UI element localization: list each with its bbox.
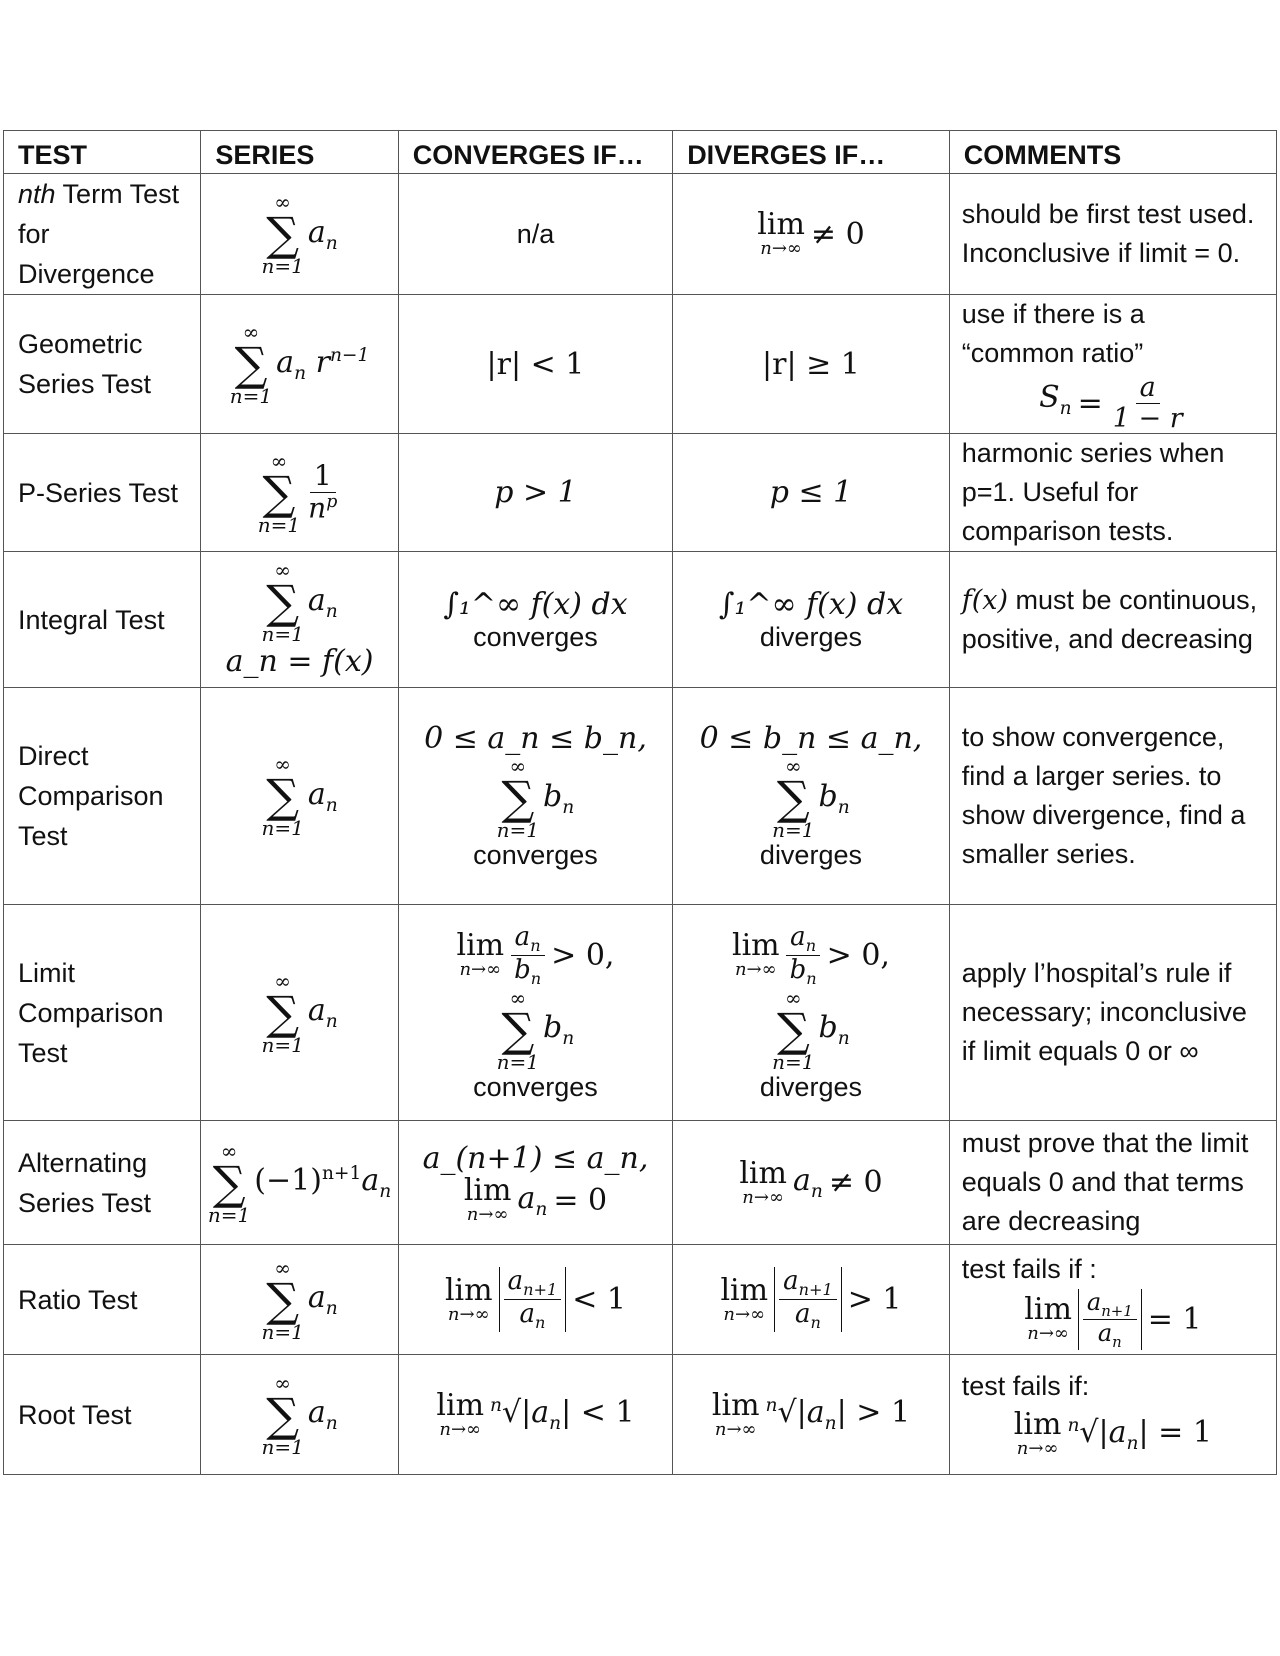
header-comments: COMMENTS [949,131,1276,174]
table-row [4,1121,1277,1245]
diverges-cell: |r| ≥ 1 [673,295,950,434]
diverges-cell: lim n→∞ $^n√|a_n| > 1$ [673,1355,950,1475]
series-cell: ∞ ∑ n=1 $a_n$ [201,174,398,295]
diverges-cell: lim n→∞ ≠ 0 [673,174,950,295]
comment-cell: harmonic series when p=1. Useful for comparison tests. [949,434,1276,552]
converges-cell: 0 ≤ a_n ≤ b_n, ∞ ∑ n=1 $b_n$ converges [398,688,672,905]
comment-cell: must prove that the limit equals 0 and that terms are decreasing [949,1121,1276,1245]
table-row [4,174,1277,295]
comment-cell: test fails if : lim n→∞ $\frac{a_{n+1}}{a_n}$ = 1 [949,1245,1276,1355]
converges-cell: p > 1 [398,434,672,552]
converges-cell: n/a [398,174,672,295]
root-fail-formula: lim n→∞ $^n√|a_n| = 1$ [1013,1407,1212,1460]
header-diverges: DIVERGES IF… [673,131,950,174]
diverges-cell: lim n→∞ $a_n$ ≠ 0 [673,1121,950,1245]
series-cell: ∞ ∑ n=1 $a_n$ a_n = f(x) [201,552,398,688]
header-series: SERIES [201,131,398,174]
table-row [4,905,1277,1121]
integral-function-relation: a_n = f(x) [225,644,374,680]
converges-cell: lim n→∞ $\frac{a_{n+1}}{a_n}$ < 1 [398,1245,672,1355]
comment-cell: f(x) must be continuous, positive, and decreasing [949,552,1276,688]
comment-cell: test fails if: lim n→∞ $^n√|a_n| = 1$ [949,1355,1276,1475]
comment-cell: apply l’hospital’s rule if necessary; inconclusive if limit equals 0 or ∞ [949,905,1276,1121]
test-name: Limit Comparison Test [4,905,201,1121]
diverges-cell: ∫₁^∞ f(x) dx diverges [673,552,950,688]
converges-cell: a_(n+1) ≤ a_n, lim n→∞ $a_n$ = 0 [398,1121,672,1245]
ratio-fail-formula: lim n→∞ $\frac{a_{n+1}}{a_n}$ = 1 [1024,1287,1202,1351]
series-cell: ∞ ∑ n=1 $a_n$ [201,1355,398,1475]
converges-cell: lim n→∞ $^n√|a_n| < 1$ [398,1355,672,1475]
table-row [4,688,1277,905]
header-row [4,131,1277,174]
series-cell: ∞ ∑ n=1 $a_n$ [201,688,398,905]
converges-cell: lim n→∞ $\frac{a_n}{b_n}$ > 0, ∞ ∑ n=1 $b_n$ converges [398,905,672,1121]
table-row [4,1245,1277,1355]
converges-cell: ∫₁^∞ f(x) dx converges [398,552,672,688]
series-cell: ∞ ∑ n=1 $a_n$ [201,1245,398,1355]
header-test: TEST [4,131,201,174]
comment-cell: should be first test used. Inconclusive if limit = 0. [949,174,1276,295]
test-name: Alternating Series Test [4,1121,201,1245]
test-name: Direct Comparison Test [4,688,201,905]
series-cell: ∞ ∑ n=1 $a_n$ $r^{n-1}$ [201,295,398,434]
comment-cell: to show convergence, find a larger series. to show divergence, find a smaller series. [949,688,1276,905]
test-name: Integral Test [4,552,201,688]
test-name: Geometric Series Test [4,295,201,434]
geometric-sum-formula: $S_n$ = $\frac{a}{1 - r}$ [1039,372,1183,434]
test-name: Root Test [4,1355,201,1475]
series-cell: ∞ ∑ n=1 $(-1)^{n+1}a_n$ [201,1121,398,1245]
test-name: Ratio Test [4,1245,201,1355]
diverges-cell: lim n→∞ $\frac{a_{n+1}}{a_n}$ > 1 [673,1245,950,1355]
diverges-cell: lim n→∞ $\frac{a_n}{b_n}$ > 0, ∞ ∑ n=1 $b_n$ diverges [673,905,950,1121]
diverges-cell: p ≤ 1 [673,434,950,552]
table-row [4,434,1277,552]
convergence-tests-table [3,130,1277,1475]
comment-cell: use if there is a “common ratio” $S_n$ = $\frac{a}{1 - r}$ [949,295,1276,434]
diverges-cell: 0 ≤ b_n ≤ a_n, ∞ ∑ n=1 $b_n$ diverges [673,688,950,905]
series-cell: ∞ ∑ n=1 $a_n$ [201,905,398,1121]
converges-cell: |r| < 1 [398,295,672,434]
table-row [4,1355,1277,1475]
table-row [4,295,1277,434]
table-row [4,552,1277,688]
test-name: P-Series Test [4,434,201,552]
header-converges: CONVERGES IF… [398,131,672,174]
series-cell: ∞ ∑ n=1 $\frac{1}{n^p}$ [201,434,398,552]
test-name: nth Term Test for Divergence [4,174,201,295]
